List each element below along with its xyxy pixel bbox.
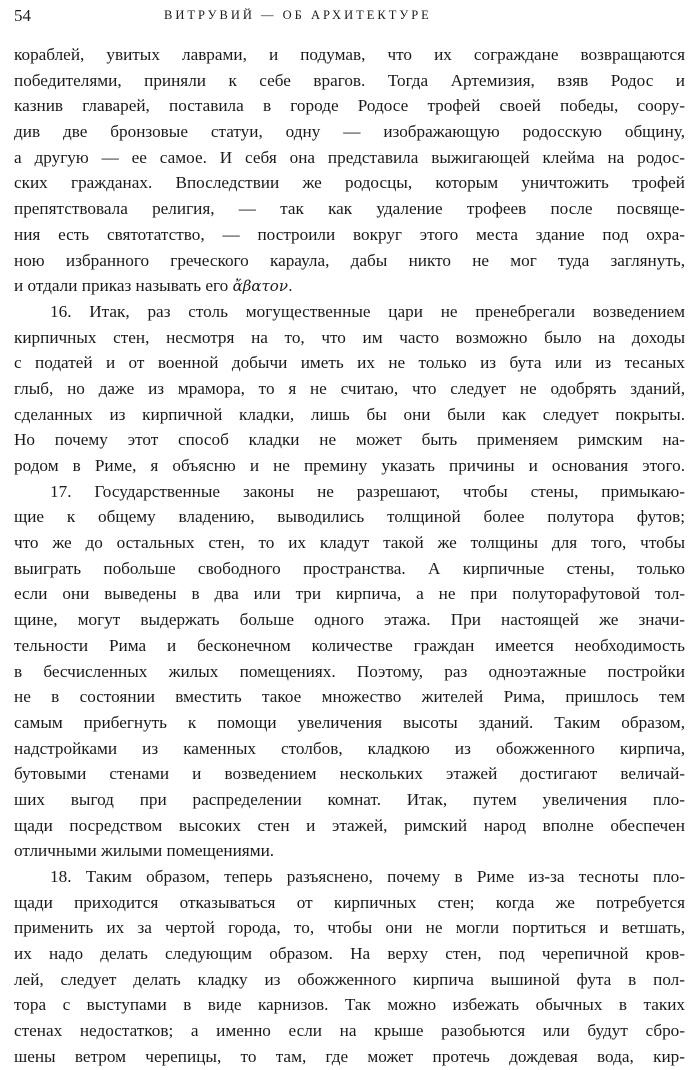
body-text — [14, 42, 685, 1070]
text-line: самым прибегнуть к помощи увеличения высоты зданий. Таким образом, — [14, 712, 685, 732]
greek-word: ἄβατον. — [232, 277, 293, 296]
text-line: бутовыми стенами и возведением нескольких этажей достигают величай- — [14, 764, 685, 784]
text-line — [14, 273, 685, 299]
text-line: тора с выступами в виде карнизов. Так можно избежать обычных в таких — [14, 995, 685, 1015]
paragraph-17-first-line: 17. Государственные законы не разрешают, чтобы стены, примыкаю- — [50, 481, 685, 501]
running-head: ВИТРУВИЙ — ОБ АРХИТЕКТУРЕ — [164, 8, 432, 22]
text-line-start: и отдали приказ называть его — [14, 276, 229, 296]
text-line: с податей и от военной добычи иметь их не только из бута или из тесаных — [14, 353, 685, 373]
text-line: див две бронзовые статуи, одну — изображающую родосскую общину, — [14, 122, 685, 142]
text-line: их надо делать следующим образом. На верху стен, под черепичной кров- — [14, 944, 685, 964]
page-header — [14, 6, 685, 28]
text-line: применить их за чертой города, то, чтобы они не могли портиться и ветшать, — [14, 918, 685, 938]
text-line: не в состоянии вместить такое множество жителей Рима, пришлось тем — [14, 687, 685, 707]
text-line: выиграть побольше свободного пространства. А кирпичные стены, только — [14, 558, 685, 578]
text-line: отличными жилыми помещениями. — [14, 841, 275, 861]
text-line: шены ветром черепицы, то там, где может протечь дождевая вода, кир- — [14, 1046, 685, 1066]
text-line: кораблей, увитых лаврами, и подумав, что их сограждане возвращаются — [14, 45, 685, 64]
text-line: если они выведены в два или три кирпича, а не при полуторафутовой тол- — [14, 584, 685, 604]
text-line: надстройками из каменных столбов, кладкою из обожженного кирпича, — [14, 738, 685, 758]
text-line: сделанных из кирпичной кладки, лишь бы они были как следует покрыты. — [14, 404, 685, 424]
text-line: победителями, приняли к себе врагов. Тогда Артемизия, взяв Родос и — [14, 70, 685, 90]
text-line: кирпичных стен, несмотря на то, что им часто возможно было на доходы — [14, 327, 685, 347]
text-line: ских гражданах. Впоследствии же родосцы, которым уничтожить трофей — [14, 173, 685, 193]
paragraph-16-first-line: 16. Итак, раз столь могущественные цари не пренебрегали возведением — [50, 301, 685, 321]
text-line: щине, могут выдержать больше одного этажа. При настоящей же значи- — [14, 610, 685, 630]
text-line: препятствовала религия, — так как удаление трофеев после посвяще- — [14, 199, 685, 219]
text-line: тельности Рима и бесконечном количестве граждан имеется необходимость — [14, 635, 685, 655]
text-line: лей, следует делать кладку из обожженного кирпича вышиной фута в пол- — [14, 969, 685, 989]
text-line: глыб, но даже из мрамора, то я не считаю, что следует не одобрять зданий, — [14, 378, 685, 398]
paragraph-18-first-line: 18. Таким образом, теперь разъяснено, почему в Риме из-за тесноты пло- — [50, 867, 685, 886]
text-line: а другую — ее самое. И себя она представила выжигающей клейма на родос- — [14, 147, 685, 167]
text-line: щади посредством высоких стен и этажей, римский народ вполне обеспечен — [14, 815, 685, 835]
book-page — [14, 6, 685, 1070]
text-line: ною избранного греческого караула, дабы никто не мог туда заглянуть, — [14, 250, 685, 270]
text-line: Но почему этот способ кладки не может быть применяем римским на- — [14, 430, 685, 450]
text-line: казнив главарей, поставила в городе Родосе трофей своей победы, соору- — [14, 96, 685, 116]
text-line: что же до остальных стен, то их кладут такой же толщины для того, чтобы — [14, 533, 685, 553]
text-line: родом в Риме, я объясню и не премину указать причины и основания этого. — [14, 456, 685, 475]
text-line: щади приходится отказываться от кирпичных стен; когда же потребуется — [14, 892, 685, 912]
text-line: в бесчисленных жилых помещениях. Поэтому, раз одноэтажные постройки — [14, 661, 685, 681]
page-number: 54 — [14, 6, 31, 25]
text-line: щие к общему владению, выводились толщиной более полутора футов; — [14, 507, 685, 527]
text-line: ших выгод при распределении комнат. Итак, путем увеличения пло- — [14, 789, 685, 809]
text-line: стенах недостатков; а именно если на крыше разобьются или будут сбро- — [14, 1021, 685, 1041]
text-line: ния есть святотатство, — построили вокруг этого места здание под охра- — [14, 224, 685, 244]
